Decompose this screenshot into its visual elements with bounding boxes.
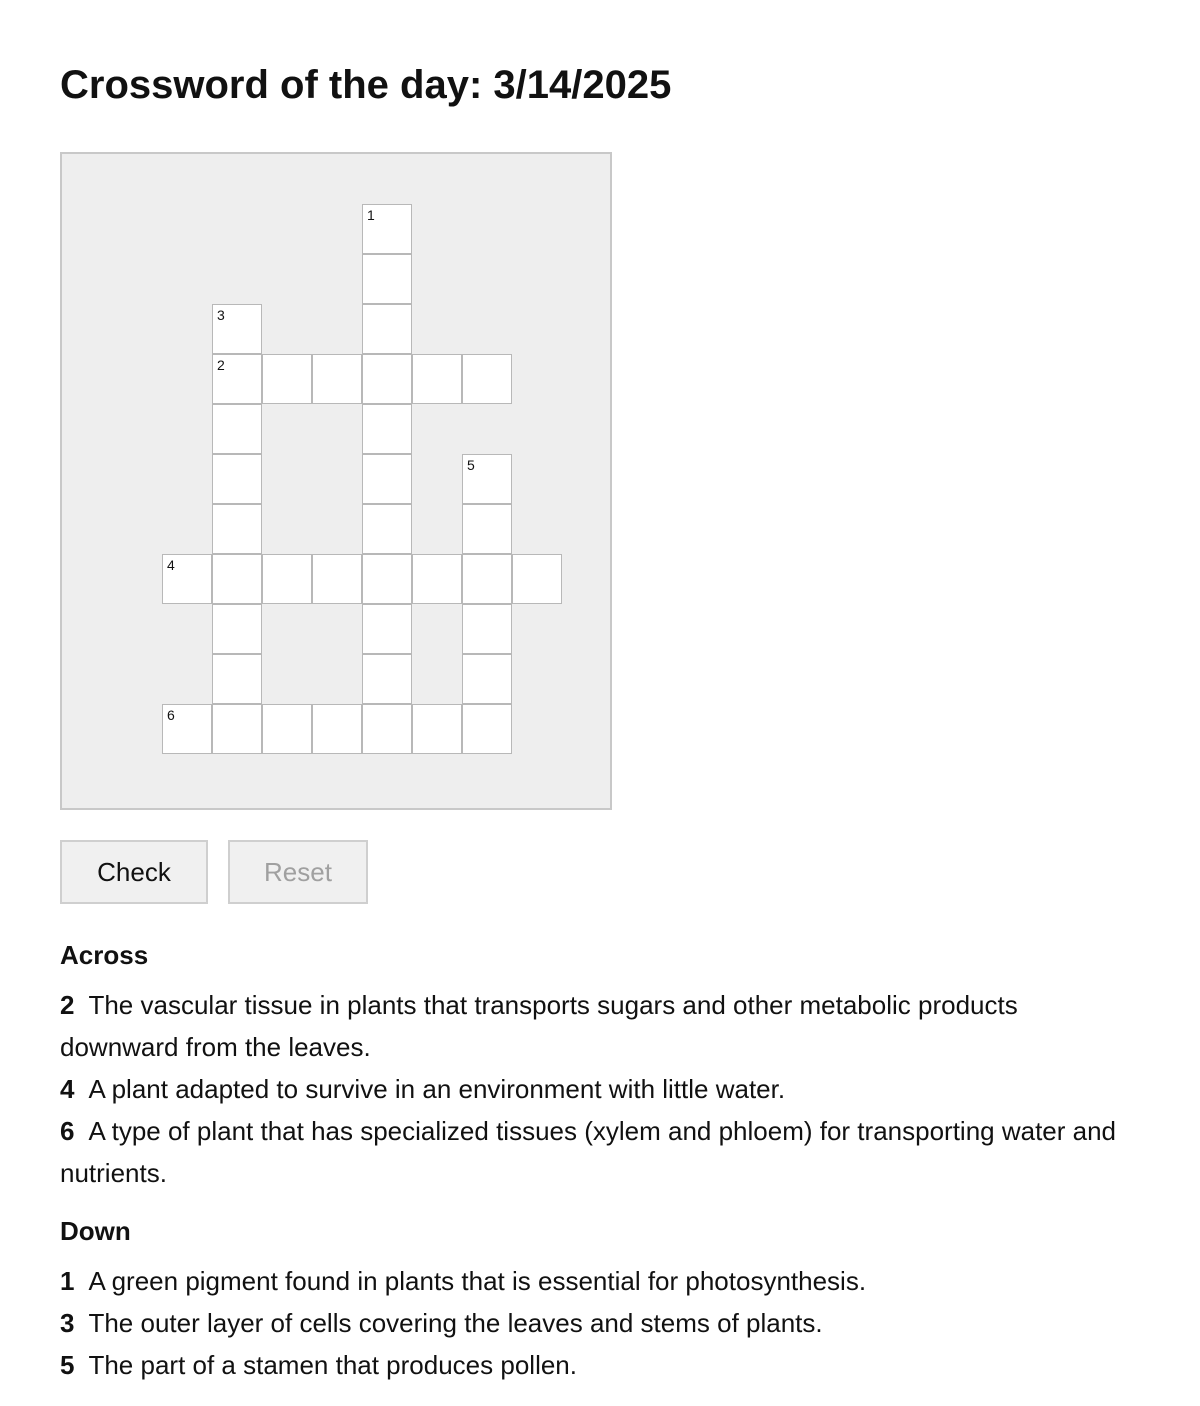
grid-cell[interactable] [412, 704, 462, 754]
grid-cell[interactable] [362, 404, 412, 454]
clue-number: 4 [60, 1074, 75, 1104]
grid-cell[interactable] [462, 654, 512, 704]
grid-cell[interactable] [212, 354, 262, 404]
clue-number: 6 [60, 1116, 75, 1146]
clue-text: The part of a stamen that produces pollen. [88, 1350, 577, 1380]
crossword-grid [60, 152, 612, 810]
grid-cell[interactable] [462, 504, 512, 554]
across-heading: Across [60, 940, 149, 970]
grid-cell[interactable] [262, 354, 312, 404]
clue-across [60, 1110, 1140, 1194]
clue-across [60, 1068, 1140, 1110]
grid-cell[interactable] [312, 354, 362, 404]
page-title: Crossword of the day: 3/14/2025 [60, 63, 672, 107]
check-button[interactable]: Check [60, 840, 208, 904]
grid-cell[interactable] [212, 554, 262, 604]
clue-text: A plant adapted to survive in an environment with little water. [88, 1074, 786, 1104]
grid-cell[interactable] [212, 504, 262, 554]
grid-cell[interactable] [162, 554, 212, 604]
clue-down [60, 1260, 1140, 1302]
clue-number: 5 [60, 1350, 75, 1380]
grid-cell[interactable] [362, 654, 412, 704]
cell-number: 5 [467, 457, 475, 473]
clue-across [60, 984, 1140, 1068]
down-clue-list [60, 1260, 1140, 1386]
grid-cell[interactable] [362, 554, 412, 604]
grid-cell[interactable] [212, 654, 262, 704]
grid-cell[interactable] [212, 454, 262, 504]
across-clue-list [60, 984, 1140, 1194]
clue-number: 1 [60, 1266, 75, 1296]
grid-cell[interactable] [462, 354, 512, 404]
grid-cell[interactable] [212, 404, 262, 454]
grid-cell[interactable] [362, 454, 412, 504]
grid-cell[interactable] [162, 704, 212, 754]
grid-cell[interactable] [312, 704, 362, 754]
grid-cell[interactable] [362, 504, 412, 554]
grid-cell[interactable] [362, 204, 412, 254]
cell-number: 2 [217, 357, 225, 373]
reset-button[interactable]: Reset [228, 840, 368, 904]
grid-cell[interactable] [212, 304, 262, 354]
grid-cell[interactable] [512, 554, 562, 604]
cell-number: 6 [167, 707, 175, 723]
grid-cell[interactable] [362, 354, 412, 404]
grid-cell[interactable] [362, 254, 412, 304]
clue-text: The outer layer of cells covering the leaves and stems of plants. [88, 1308, 823, 1338]
grid-cell[interactable] [462, 604, 512, 654]
clue-down [60, 1302, 1140, 1344]
grid-cell[interactable] [262, 704, 312, 754]
clue-number: 3 [60, 1308, 75, 1338]
grid-cell[interactable] [362, 604, 412, 654]
clue-number: 2 [60, 990, 75, 1020]
clue-down [60, 1344, 1140, 1386]
grid-cell[interactable] [212, 704, 262, 754]
grid-cell[interactable] [412, 354, 462, 404]
grid-cell[interactable] [462, 554, 512, 604]
grid-cell[interactable] [362, 304, 412, 354]
clue-text: A type of plant that has specialized tissues (xylem and phloem) for transporting water and nutrients. [60, 1116, 1117, 1188]
grid-cell[interactable] [212, 604, 262, 654]
cell-number: 4 [167, 557, 175, 573]
grid-cell[interactable] [462, 454, 512, 504]
cell-number: 1 [367, 207, 375, 223]
cell-number: 3 [217, 307, 225, 323]
grid-cell[interactable] [262, 554, 312, 604]
grid-cell[interactable] [462, 704, 512, 754]
clue-text: The vascular tissue in plants that transports sugars and other metabolic products downward from the leaves. [60, 990, 1018, 1062]
clue-text: A green pigment found in plants that is essential for photosynthesis. [88, 1266, 867, 1296]
grid-cell[interactable] [312, 554, 362, 604]
grid-cell[interactable] [412, 554, 462, 604]
grid-cell[interactable] [362, 704, 412, 754]
down-heading: Down [60, 1216, 131, 1246]
